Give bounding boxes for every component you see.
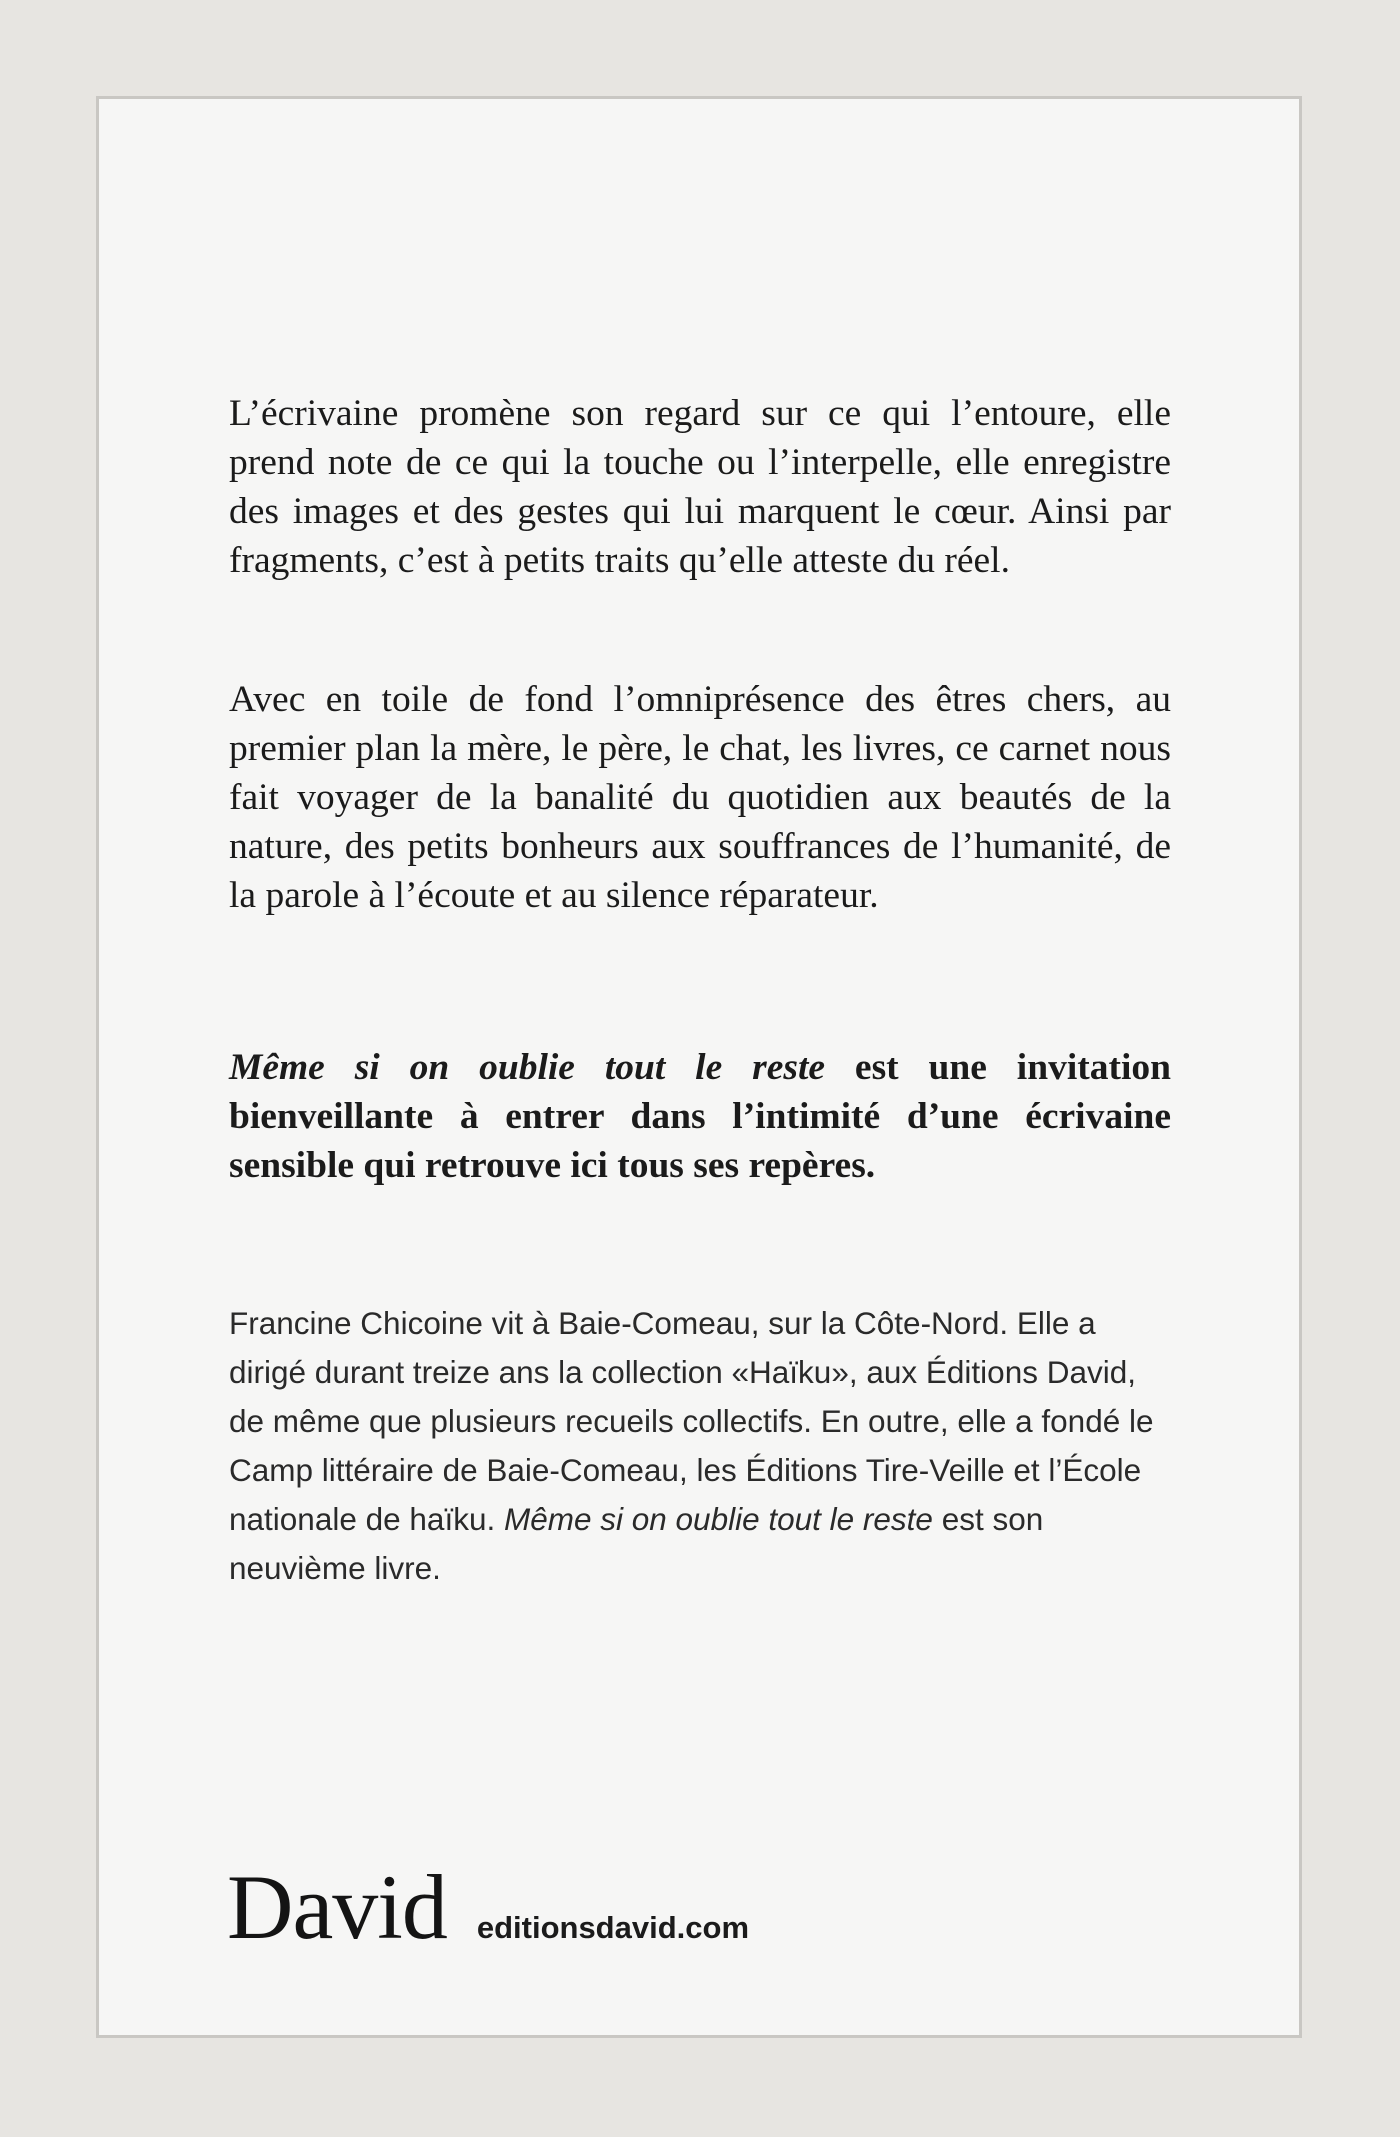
publisher-website[interactable]: editionsdavid.com (476, 1910, 750, 1945)
publisher-logo: David (227, 1856, 447, 1958)
paragraph-3-text: est une invitation bienveillante à entrer dans l’intimité d’une écrivaine sensible qui retrouve ici tous ses repères. (229, 1047, 1171, 1186)
book-title-italic: Même si on oublie tout le reste (229, 1047, 826, 1088)
author-bio-ending: est son neuvième livre. (229, 1501, 1044, 1586)
publisher-footer (227, 1857, 749, 1957)
back-cover-page (96, 96, 1302, 2038)
description-paragraph-2: Avec en toile de fond l’omniprésence des êtres chers, au premier plan la mère, le père, le chat, les livres, ce carnet nous fait voyager de la banalité du quotidien aux beautés de la nature, des petits bonheurs aux souffrances de l’humanité, de la parole à l’écoute et au silence réparateur. (229, 679, 1171, 916)
description-paragraph-3 (229, 1043, 1171, 1190)
author-bio (229, 1299, 1171, 1593)
bio-book-title: Même si on oublie tout le reste (503, 1501, 933, 1537)
author-bio-text: Francine Chicoine vit à Baie-Comeau, sur la Côte-Nord. Elle a dirigé durant treize ans la collection «Haïku», aux Éditions David, de même que plusieurs recueils collectifs. En outre, elle a fondé le Camp littéraire de Baie-Comeau, les Éditions Tire-Veille et l’École nationale de haïku. (229, 1305, 1154, 1537)
description-paragraph-1: L’écrivaine promène son regard sur ce qui l’entoure, elle prend note de ce qui la touche ou l’interpelle, elle enregistre des images et des gestes qui lui marquent le cœur. Ainsi par fragments, c’est à petits traits qu’elle atteste du réel. (229, 393, 1171, 581)
